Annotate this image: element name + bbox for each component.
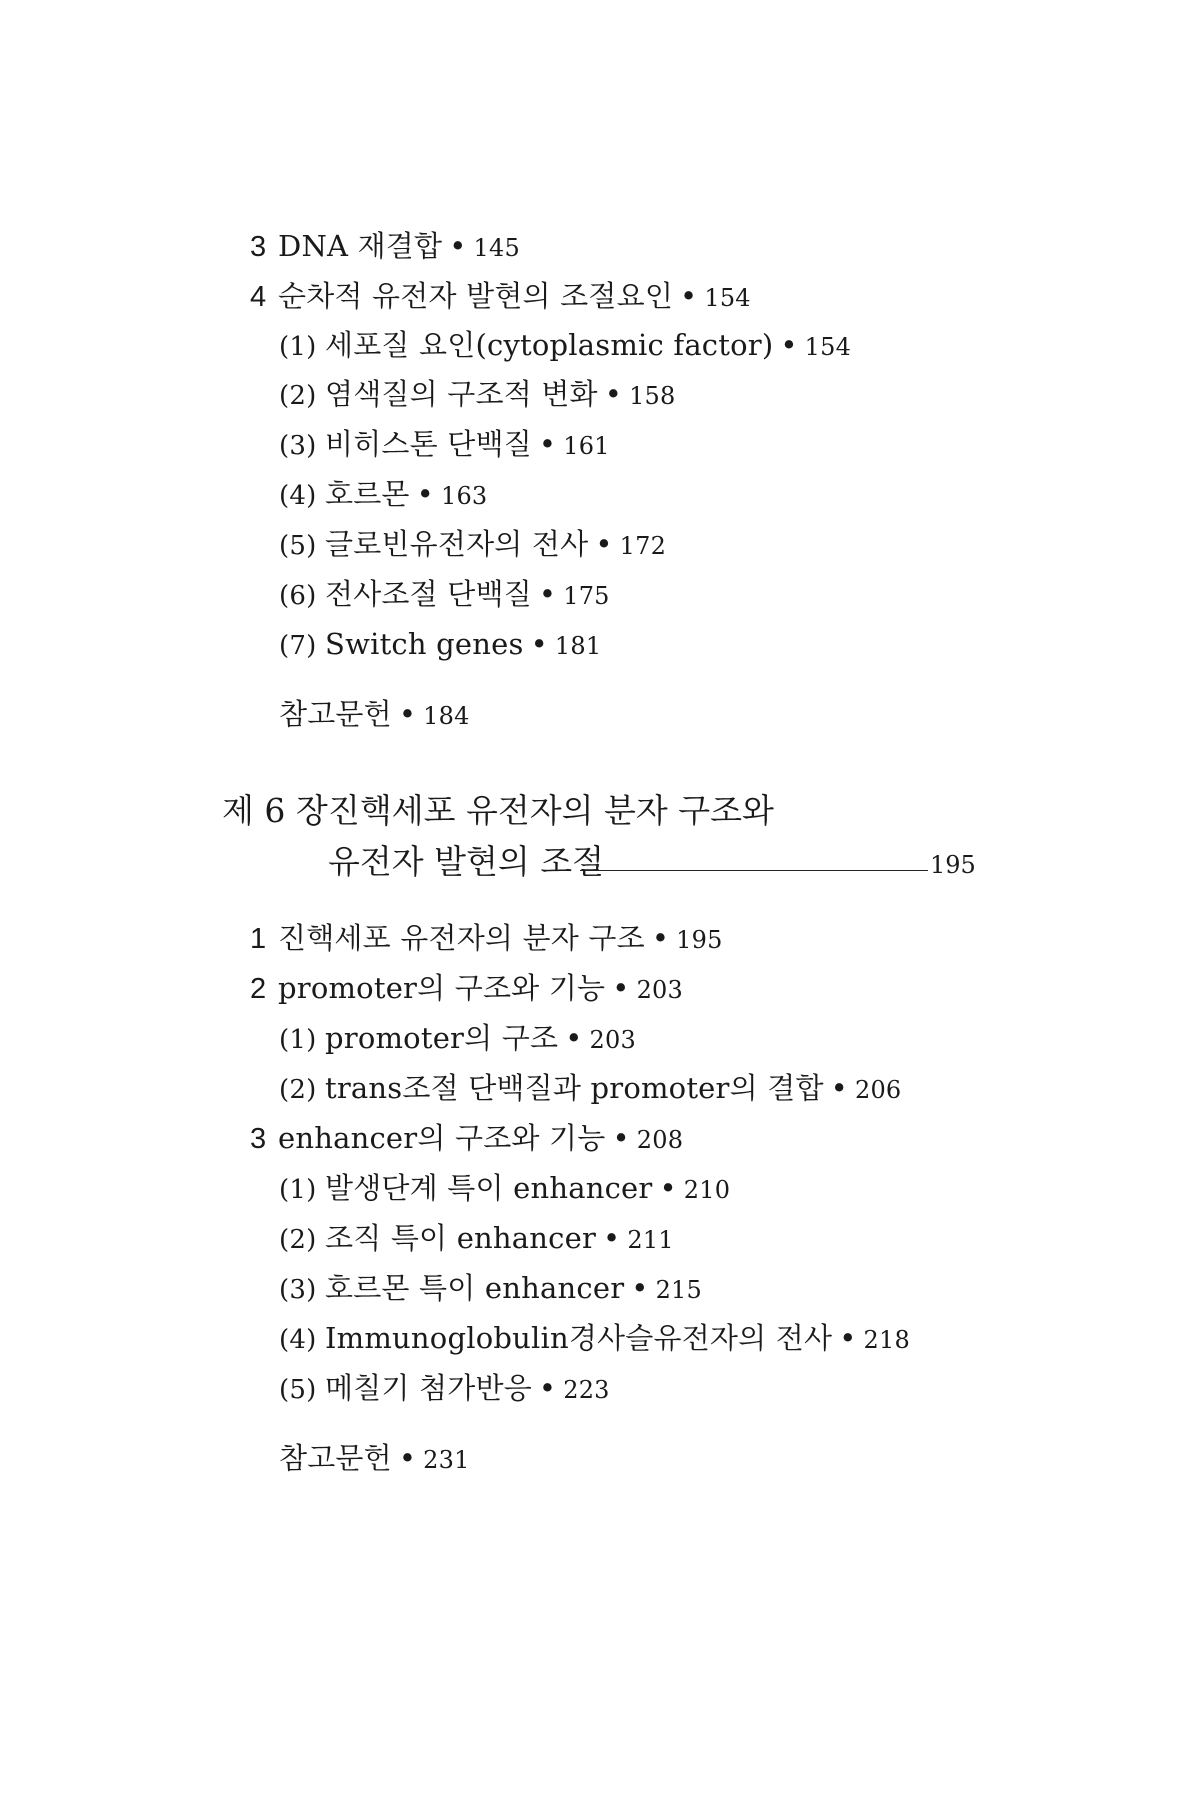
separator-dot: •: [631, 1271, 649, 1305]
page-number: 154: [704, 284, 751, 312]
subsection-number: (4): [279, 481, 317, 511]
page-number: 145: [473, 234, 520, 262]
section-title: 순차적 유전자 발현의 조절요인: [278, 279, 674, 313]
leader-line: [580, 870, 928, 871]
toc-subsection: [279, 624, 601, 666]
page-number: 163: [440, 482, 488, 510]
subsection-number: (5): [279, 531, 317, 561]
page-number: 223: [563, 1376, 610, 1404]
page-number: 154: [804, 333, 852, 361]
page-number: 206: [854, 1076, 902, 1104]
page-number: 195: [676, 926, 723, 954]
separator-dot: •: [830, 1071, 848, 1105]
toc-subsection: [279, 1068, 901, 1110]
subsection-title: promoter의 구조: [325, 1021, 559, 1055]
separator-dot: •: [604, 377, 623, 411]
section-title: 진핵세포 유전자의 분자 구조: [278, 921, 645, 955]
separator-dot: •: [839, 1321, 857, 1355]
separator-dot: •: [603, 1221, 621, 1255]
subsection-title: Switch genes: [325, 627, 524, 661]
separator-dot: •: [538, 1371, 557, 1405]
separator-dot: •: [416, 477, 434, 511]
subsection-number: (2): [279, 1225, 317, 1255]
separator-dot: •: [651, 921, 670, 955]
section-title: enhancer의 구조와 기능: [278, 1121, 606, 1155]
page-number: 218: [863, 1326, 910, 1354]
separator-dot: •: [449, 229, 467, 263]
subsection-number: (2): [279, 1075, 317, 1105]
subsection-title: 호르몬 특이 enhancer: [325, 1271, 625, 1305]
section-number: 2: [250, 973, 267, 1005]
separator-dot: •: [538, 427, 557, 461]
subsection-number: (2): [279, 381, 317, 411]
separator-dot: •: [612, 1121, 630, 1155]
chapter-page-number: 195: [930, 851, 976, 879]
separator-dot: •: [398, 697, 417, 731]
page-number: 175: [563, 582, 610, 610]
toc-subsection: [279, 1168, 730, 1210]
toc-subsection: [279, 474, 487, 516]
section-title: promoter의 구조와 기능: [278, 971, 606, 1005]
toc-subsection: [279, 1368, 610, 1410]
subsection-title: 전사조절 단백질: [325, 577, 532, 611]
subsection-number: (3): [279, 1275, 317, 1305]
subsection-number: (4): [279, 1325, 317, 1355]
subsection-title: trans조절 단백질과 promoter의 결합: [325, 1071, 824, 1105]
separator-dot: •: [398, 1441, 417, 1475]
toc-subsection: [279, 574, 610, 616]
toc-subsection: [279, 424, 610, 466]
page-number: 208: [636, 1126, 684, 1154]
section-number: 3: [250, 1123, 267, 1155]
toc-references: [279, 1438, 470, 1480]
subsection-title: 조직 특이 enhancer: [325, 1221, 597, 1255]
subsection-number: (1): [279, 1175, 317, 1205]
separator-dot: •: [530, 627, 548, 661]
toc-references: [279, 694, 470, 736]
subsection-title: 메칠기 첨가반응: [325, 1371, 532, 1405]
references-title: 참고문헌: [279, 697, 392, 731]
subsection-number: (1): [279, 1025, 317, 1055]
subsection-title: 발생단계 특이 enhancer: [325, 1171, 653, 1205]
chapter-title-line2: 유전자 발현의 조절: [328, 842, 605, 881]
subsection-title: Immunoglobulin경사슬유전자의 전사: [325, 1321, 833, 1355]
toc-subsection: [279, 1018, 636, 1060]
subsection-number: (5): [279, 1375, 317, 1405]
page-number: 231: [423, 1446, 470, 1474]
page-number: 172: [619, 532, 667, 560]
page-number: 210: [683, 1176, 731, 1204]
toc-section-3-dna: [250, 226, 520, 268]
page-number: 158: [629, 382, 676, 410]
separator-dot: •: [780, 328, 798, 362]
toc-section-4-regulation: [250, 276, 751, 318]
subsection-title: 호르몬: [325, 477, 410, 511]
separator-dot: •: [565, 1021, 583, 1055]
toc-subsection: [279, 325, 851, 367]
references-title: 참고문헌: [279, 1441, 392, 1475]
toc-subsection: [279, 374, 676, 416]
toc-section-1-structure: [250, 918, 723, 960]
subsection-number: (1): [279, 332, 317, 362]
separator-dot: •: [680, 279, 698, 313]
chapter-label: 제 6 장: [222, 791, 328, 830]
subsection-number: (7): [279, 631, 317, 661]
separator-dot: •: [612, 971, 630, 1005]
chapter-title-line1: 진핵세포 유전자의 분자 구조와: [328, 791, 774, 830]
toc-section-2-promoter: [250, 968, 683, 1010]
page-number: 181: [554, 632, 602, 660]
subsection-title: 세포질 요인(cytoplasmic factor): [325, 328, 774, 362]
toc-subsection: [279, 1218, 674, 1260]
section-number: 3: [250, 231, 267, 263]
toc-subsection: [279, 1318, 910, 1360]
section-number: 1: [250, 923, 267, 955]
page-number: 203: [589, 1026, 636, 1054]
page-number: 211: [627, 1226, 674, 1254]
toc-subsection: [279, 1268, 702, 1310]
toc-subsection: [279, 524, 666, 566]
subsection-number: (3): [279, 431, 317, 461]
section-number: 4: [250, 281, 267, 313]
section-title: DNA 재결합: [278, 229, 443, 263]
page-number: 161: [563, 432, 610, 460]
page-number: 215: [655, 1276, 702, 1304]
separator-dot: •: [595, 527, 613, 561]
separator-dot: •: [659, 1171, 677, 1205]
subsection-title: 염색질의 구조적 변화: [325, 377, 598, 411]
page-number: 184: [423, 702, 470, 730]
toc-section-3-enhancer: [250, 1118, 683, 1160]
page-number: 203: [636, 976, 683, 1004]
subsection-title: 글로빈유전자의 전사: [325, 527, 589, 561]
subsection-number: (6): [279, 581, 317, 611]
separator-dot: •: [538, 577, 557, 611]
subsection-title: 비히스톤 단백질: [325, 427, 532, 461]
